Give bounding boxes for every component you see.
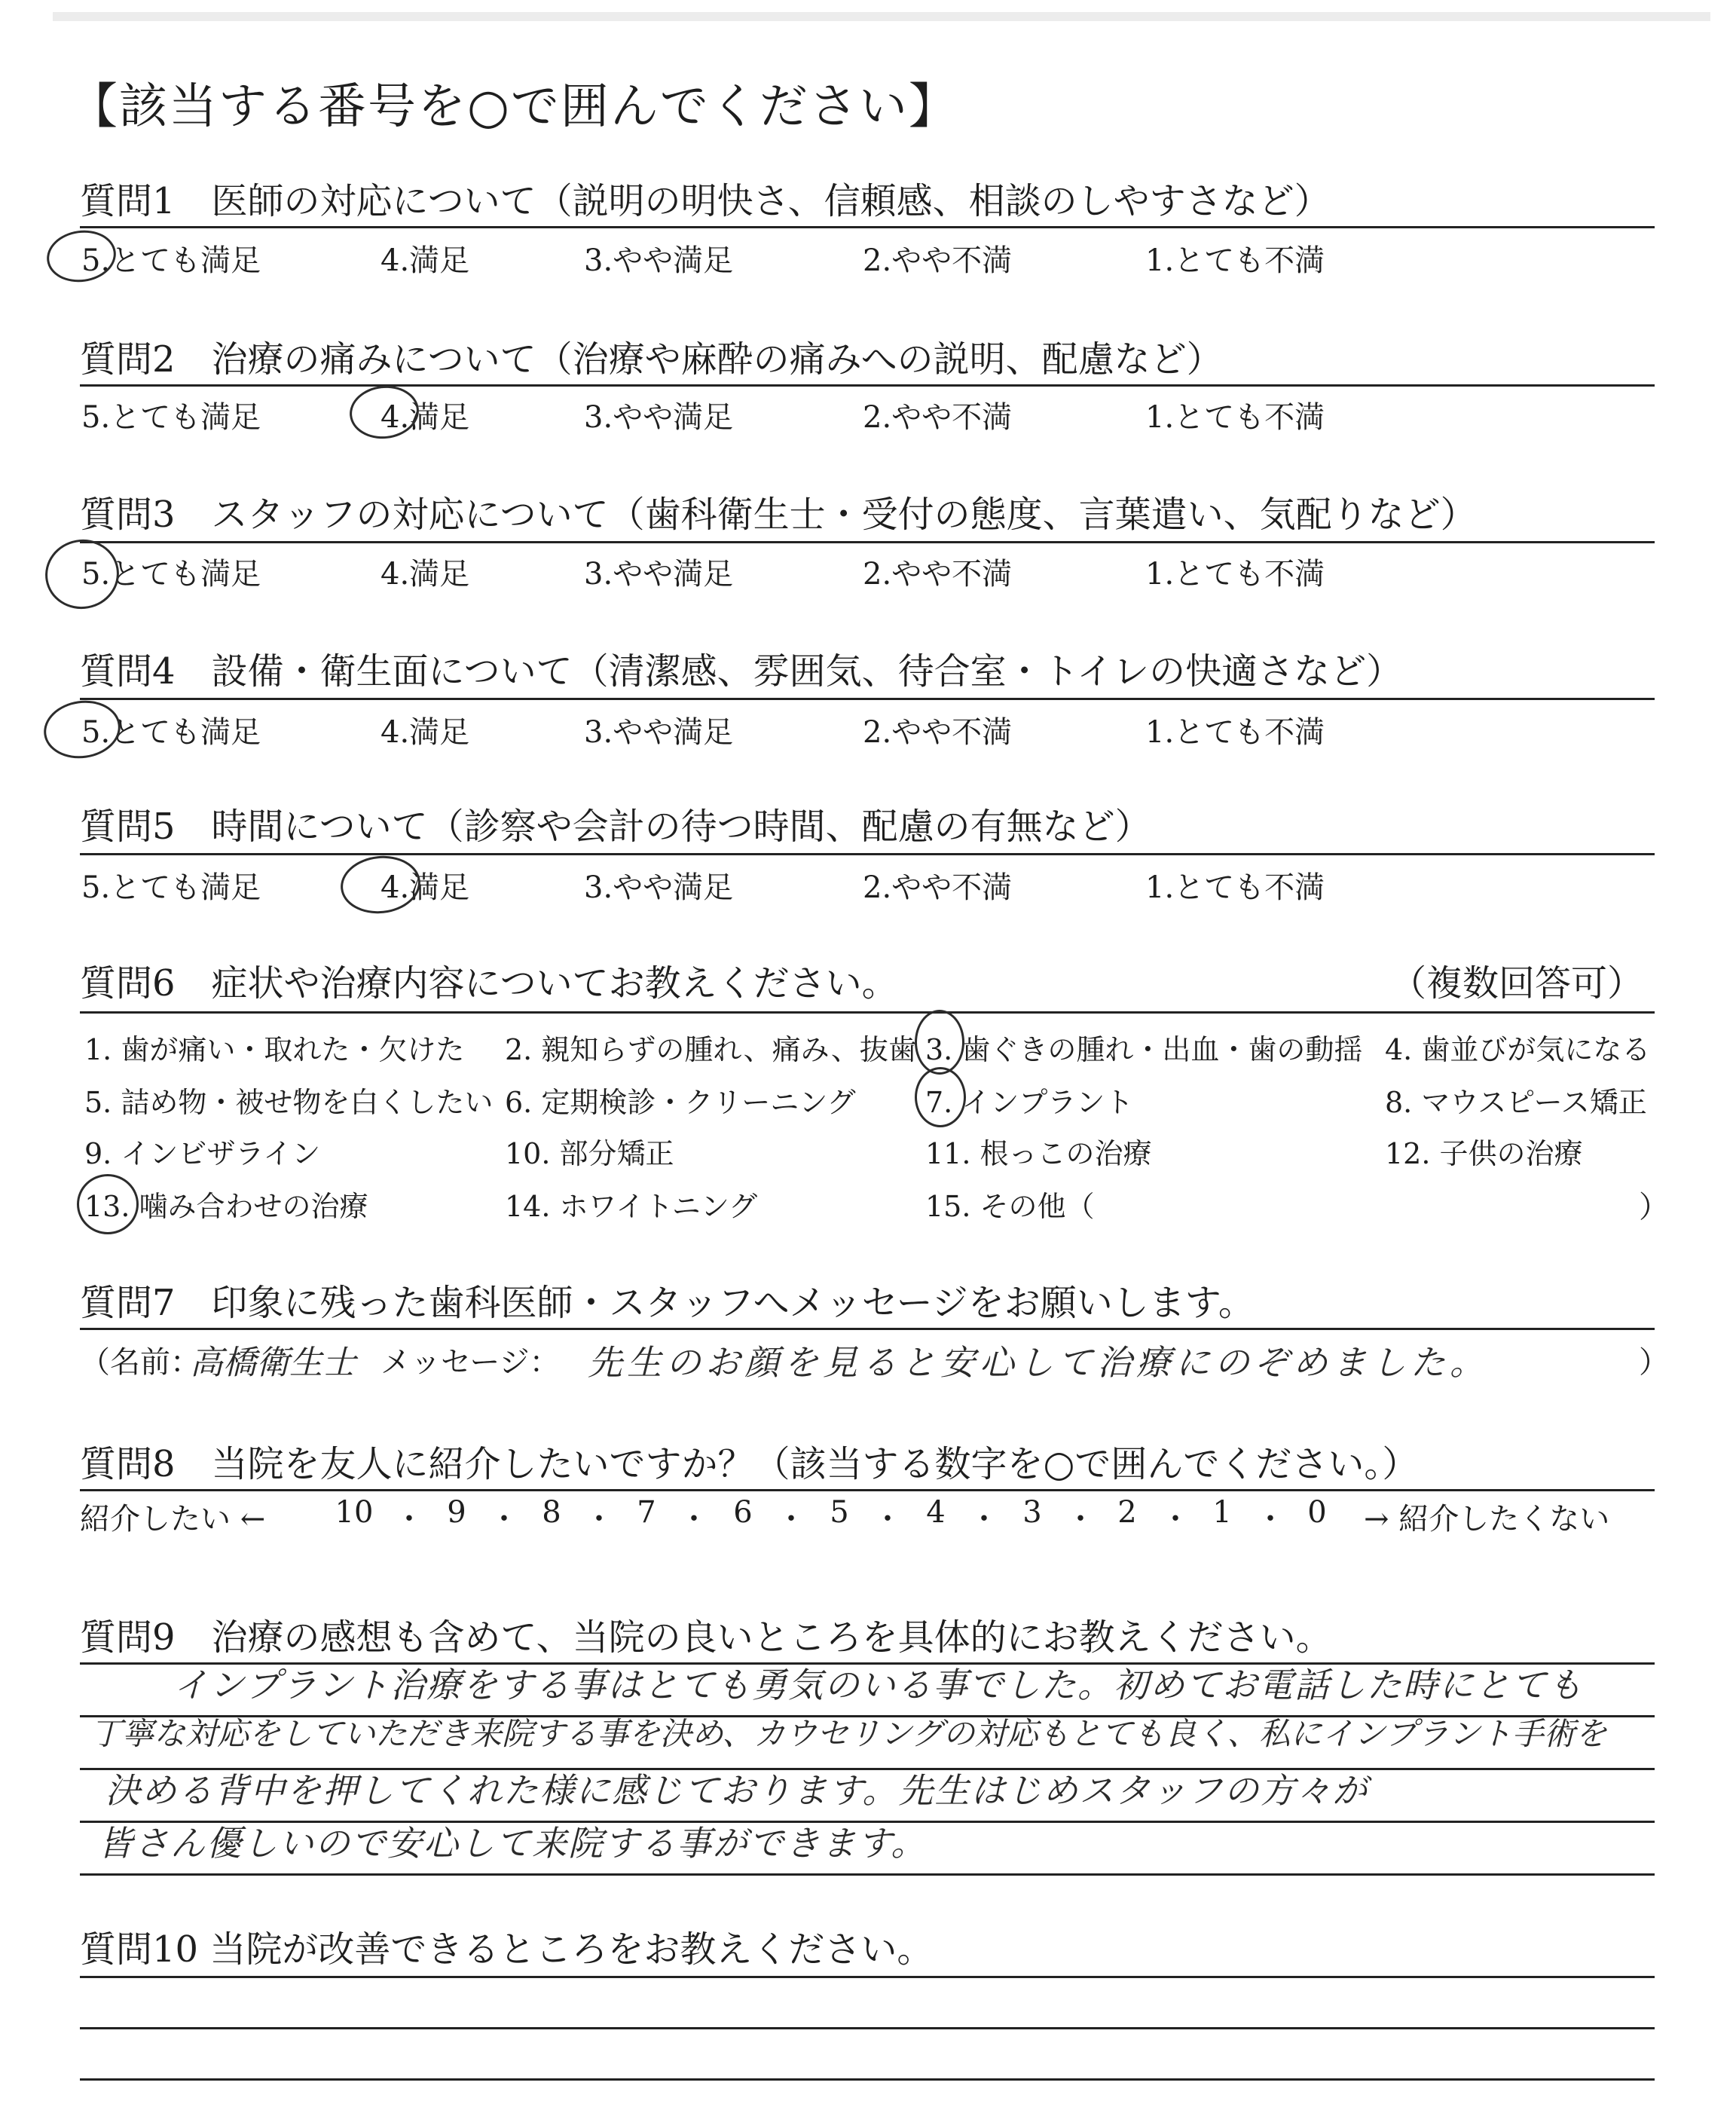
q8-scale-7[interactable]: 7 (637, 1495, 656, 1530)
q6-option-5[interactable]: 5. 詰め物・被せ物を白くしたい (84, 1086, 494, 1119)
q2-option-1[interactable]: 1.とても不満 (1145, 400, 1325, 435)
q7-message-label: メッセージ： (381, 1345, 560, 1380)
q9-handwritten-line-1: インプラント治療をする事はとても勇気のいる事でした。初めてお電話した時にとても (173, 1665, 1584, 1705)
q6-option-9[interactable]: 9. インビザライン (84, 1137, 321, 1170)
q6-option-11[interactable]: 11. 根っこの治療 (925, 1137, 1152, 1170)
q7-name-prefix: （名前： (80, 1345, 200, 1380)
q10-rule-1 (80, 2027, 1655, 2029)
q5-option-5[interactable]: 5.とても満足 (81, 870, 261, 905)
q6-option-1[interactable]: 1. 歯が痛い・取れた・欠けた (84, 1033, 465, 1066)
q3-option-2[interactable]: 2.やや不満 (863, 557, 1013, 592)
q8-scale-5[interactable]: 5 (830, 1495, 849, 1530)
q8-scale-dot: ・ (679, 1502, 709, 1537)
q8-scale-9[interactable]: 9 (447, 1495, 466, 1530)
q6-option-8[interactable]: 8. マウスピース矯正 (1385, 1086, 1647, 1119)
q7-handwritten-name: 高橋衛生士 (190, 1344, 356, 1382)
q6-other-close-paren: ） (1639, 1190, 1669, 1225)
q1-option-4[interactable]: 4.満足 (381, 243, 470, 278)
q6-selection-circle-7 (915, 1067, 966, 1127)
q3-title: 質問3 スタッフの対応について（歯科衛生士・受付の態度、言葉遣い、気配りなど） (80, 494, 1477, 536)
q3-option-3[interactable]: 3.やや満足 (584, 557, 734, 592)
q8-scale-dot: ・ (394, 1502, 424, 1537)
q6-option-7[interactable]: 7. インプラント (925, 1086, 1134, 1119)
q1-title: 質問1 医師の対応について（説明の明快さ、信頼感、相談のしやすさなど） (80, 180, 1331, 222)
q3-rule (80, 541, 1655, 543)
q8-scale-10[interactable]: 10 (335, 1495, 374, 1530)
q7-rule (80, 1328, 1655, 1330)
q6-option-3[interactable]: 3. 歯ぐきの腫れ・出血・歯の動揺 (925, 1033, 1363, 1066)
q8-rule (80, 1489, 1655, 1491)
q5-title: 質問5 時間について（診察や会計の待つ時間、配慮の有無など） (80, 806, 1151, 848)
q2-title: 質問2 治療の痛みについて（治療や麻酔の痛みへの説明、配慮など） (80, 338, 1223, 381)
q9-rule-4 (80, 1873, 1655, 1876)
q7-title: 質問7 印象に残った歯科医師・スタッフへメッセージをお願いします。 (80, 1282, 1255, 1324)
q6-title: 質問6 症状や治療内容についてお教えください。 (80, 962, 898, 1005)
scan-top-edge (53, 12, 1710, 21)
q3-option-4[interactable]: 4.満足 (381, 557, 470, 592)
q8-left-label: 紹介したい ← (80, 1502, 266, 1537)
q5-option-1[interactable]: 1.とても不満 (1145, 870, 1325, 905)
q8-scale-dot: ・ (1160, 1502, 1190, 1537)
q8-scale-dot: ・ (873, 1502, 903, 1537)
page-title: 【該当する番号を○で囲んでください】 (69, 79, 958, 135)
q10-rule-2 (80, 2078, 1655, 2081)
q3-option-5[interactable]: 5.とても満足 (81, 557, 261, 592)
q6-option-12[interactable]: 12. 子供の治療 (1385, 1137, 1583, 1170)
q6-selection-circle-3 (915, 1010, 964, 1075)
q1-option-3[interactable]: 3.やや満足 (584, 243, 734, 278)
q8-scale-4[interactable]: 4 (926, 1495, 946, 1530)
q2-option-5[interactable]: 5.とても満足 (81, 400, 261, 435)
q6-multiple-note: （複数回答可） (1390, 962, 1644, 1005)
q6-option-13[interactable]: 13. 噛み合わせの治療 (84, 1190, 368, 1223)
q4-option-4[interactable]: 4.満足 (381, 715, 470, 750)
q7-close-paren: ） (1639, 1345, 1669, 1380)
q4-rule (80, 698, 1655, 700)
q1-option-5[interactable]: 5.とても満足 (81, 243, 261, 278)
q8-scale-0[interactable]: 0 (1307, 1495, 1327, 1530)
q4-option-3[interactable]: 3.やや満足 (584, 715, 734, 750)
q8-scale-dot: ・ (584, 1502, 614, 1537)
q6-option-10[interactable]: 10. 部分矯正 (505, 1137, 674, 1170)
q9-handwritten-line-2: 丁寧な対応をしていただき来院する事を決め、カウセリングの対応もとても良く、私にインプラント手術を (90, 1715, 1607, 1752)
q6-option-4[interactable]: 4. 歯並びが気になる (1385, 1033, 1651, 1066)
q2-option-2[interactable]: 2.やや不満 (863, 400, 1013, 435)
q8-title: 質問8 当院を友人に紹介したいですか？（該当する数字を○で囲んでください。） (80, 1443, 1419, 1485)
q4-title: 質問4 設備・衛生面について（清潔感、雰囲気、待合室・トイレの快適さなど） (80, 650, 1403, 693)
q6-option-6[interactable]: 6. 定期検診・クリーニング (505, 1086, 856, 1119)
q5-selection-circle (338, 852, 423, 918)
q1-option-1[interactable]: 1.とても不満 (1145, 243, 1325, 278)
q6-option-15[interactable]: 15. その他（ (925, 1190, 1095, 1223)
q4-option-5[interactable]: 5.とても満足 (81, 715, 261, 750)
q8-right-label: → 紹介したくない (1364, 1502, 1610, 1537)
q10-title: 質問10 当院が改善できるところをお教えください。 (80, 1928, 934, 1971)
q9-title: 質問9 治療の感想も含めて、当院の良いところを具体的にお教えください。 (80, 1616, 1332, 1659)
q10-rule-0 (80, 1976, 1655, 1978)
q3-option-1[interactable]: 1.とても不満 (1145, 557, 1325, 592)
q5-rule (80, 853, 1655, 855)
q8-scale-2[interactable]: 2 (1117, 1495, 1137, 1530)
q8-scale-6[interactable]: 6 (733, 1495, 753, 1530)
q8-scale-dot: ・ (776, 1502, 806, 1537)
q9-handwritten-line-4: 皆さん優しいので安心して来院する事ができます。 (98, 1823, 928, 1864)
q3-selection-circle (40, 534, 124, 615)
q4-option-2[interactable]: 2.やや不満 (863, 715, 1013, 750)
q1-option-2[interactable]: 2.やや不満 (863, 243, 1013, 278)
q8-scale-3[interactable]: 3 (1022, 1495, 1042, 1530)
q8-scale-dot: ・ (969, 1502, 999, 1537)
q7-handwritten-message: 先生のお顔を見ると安心して治療にのぞめました。 (588, 1342, 1489, 1383)
q2-option-3[interactable]: 3.やや満足 (584, 400, 734, 435)
q8-scale-dot: ・ (1065, 1502, 1096, 1537)
q8-scale-dot: ・ (489, 1502, 519, 1537)
q5-option-3[interactable]: 3.やや満足 (584, 870, 734, 905)
q1-rule (80, 226, 1655, 228)
q4-selection-circle (40, 696, 124, 763)
q2-option-4[interactable]: 4.満足 (381, 400, 470, 435)
q6-rule (80, 1011, 1655, 1014)
q6-option-14[interactable]: 14. ホワイトニング (505, 1190, 758, 1223)
q9-handwritten-line-3: 決める背中を押してくれた様に感じております。先生はじめスタッフの方々が (105, 1770, 1369, 1811)
q8-scale-dot: ・ (1255, 1502, 1285, 1537)
q5-option-4[interactable]: 4.満足 (381, 870, 470, 905)
q5-option-2[interactable]: 2.やや不満 (863, 870, 1013, 905)
q8-scale-1[interactable]: 1 (1212, 1495, 1232, 1530)
q6-selection-circle-13 (77, 1174, 139, 1234)
q4-option-1[interactable]: 1.とても不満 (1145, 715, 1325, 750)
q2-rule (80, 384, 1655, 387)
q6-option-2[interactable]: 2. 親知らずの腫れ、痛み、抜歯 (505, 1033, 917, 1066)
q8-scale-8[interactable]: 8 (542, 1495, 561, 1530)
